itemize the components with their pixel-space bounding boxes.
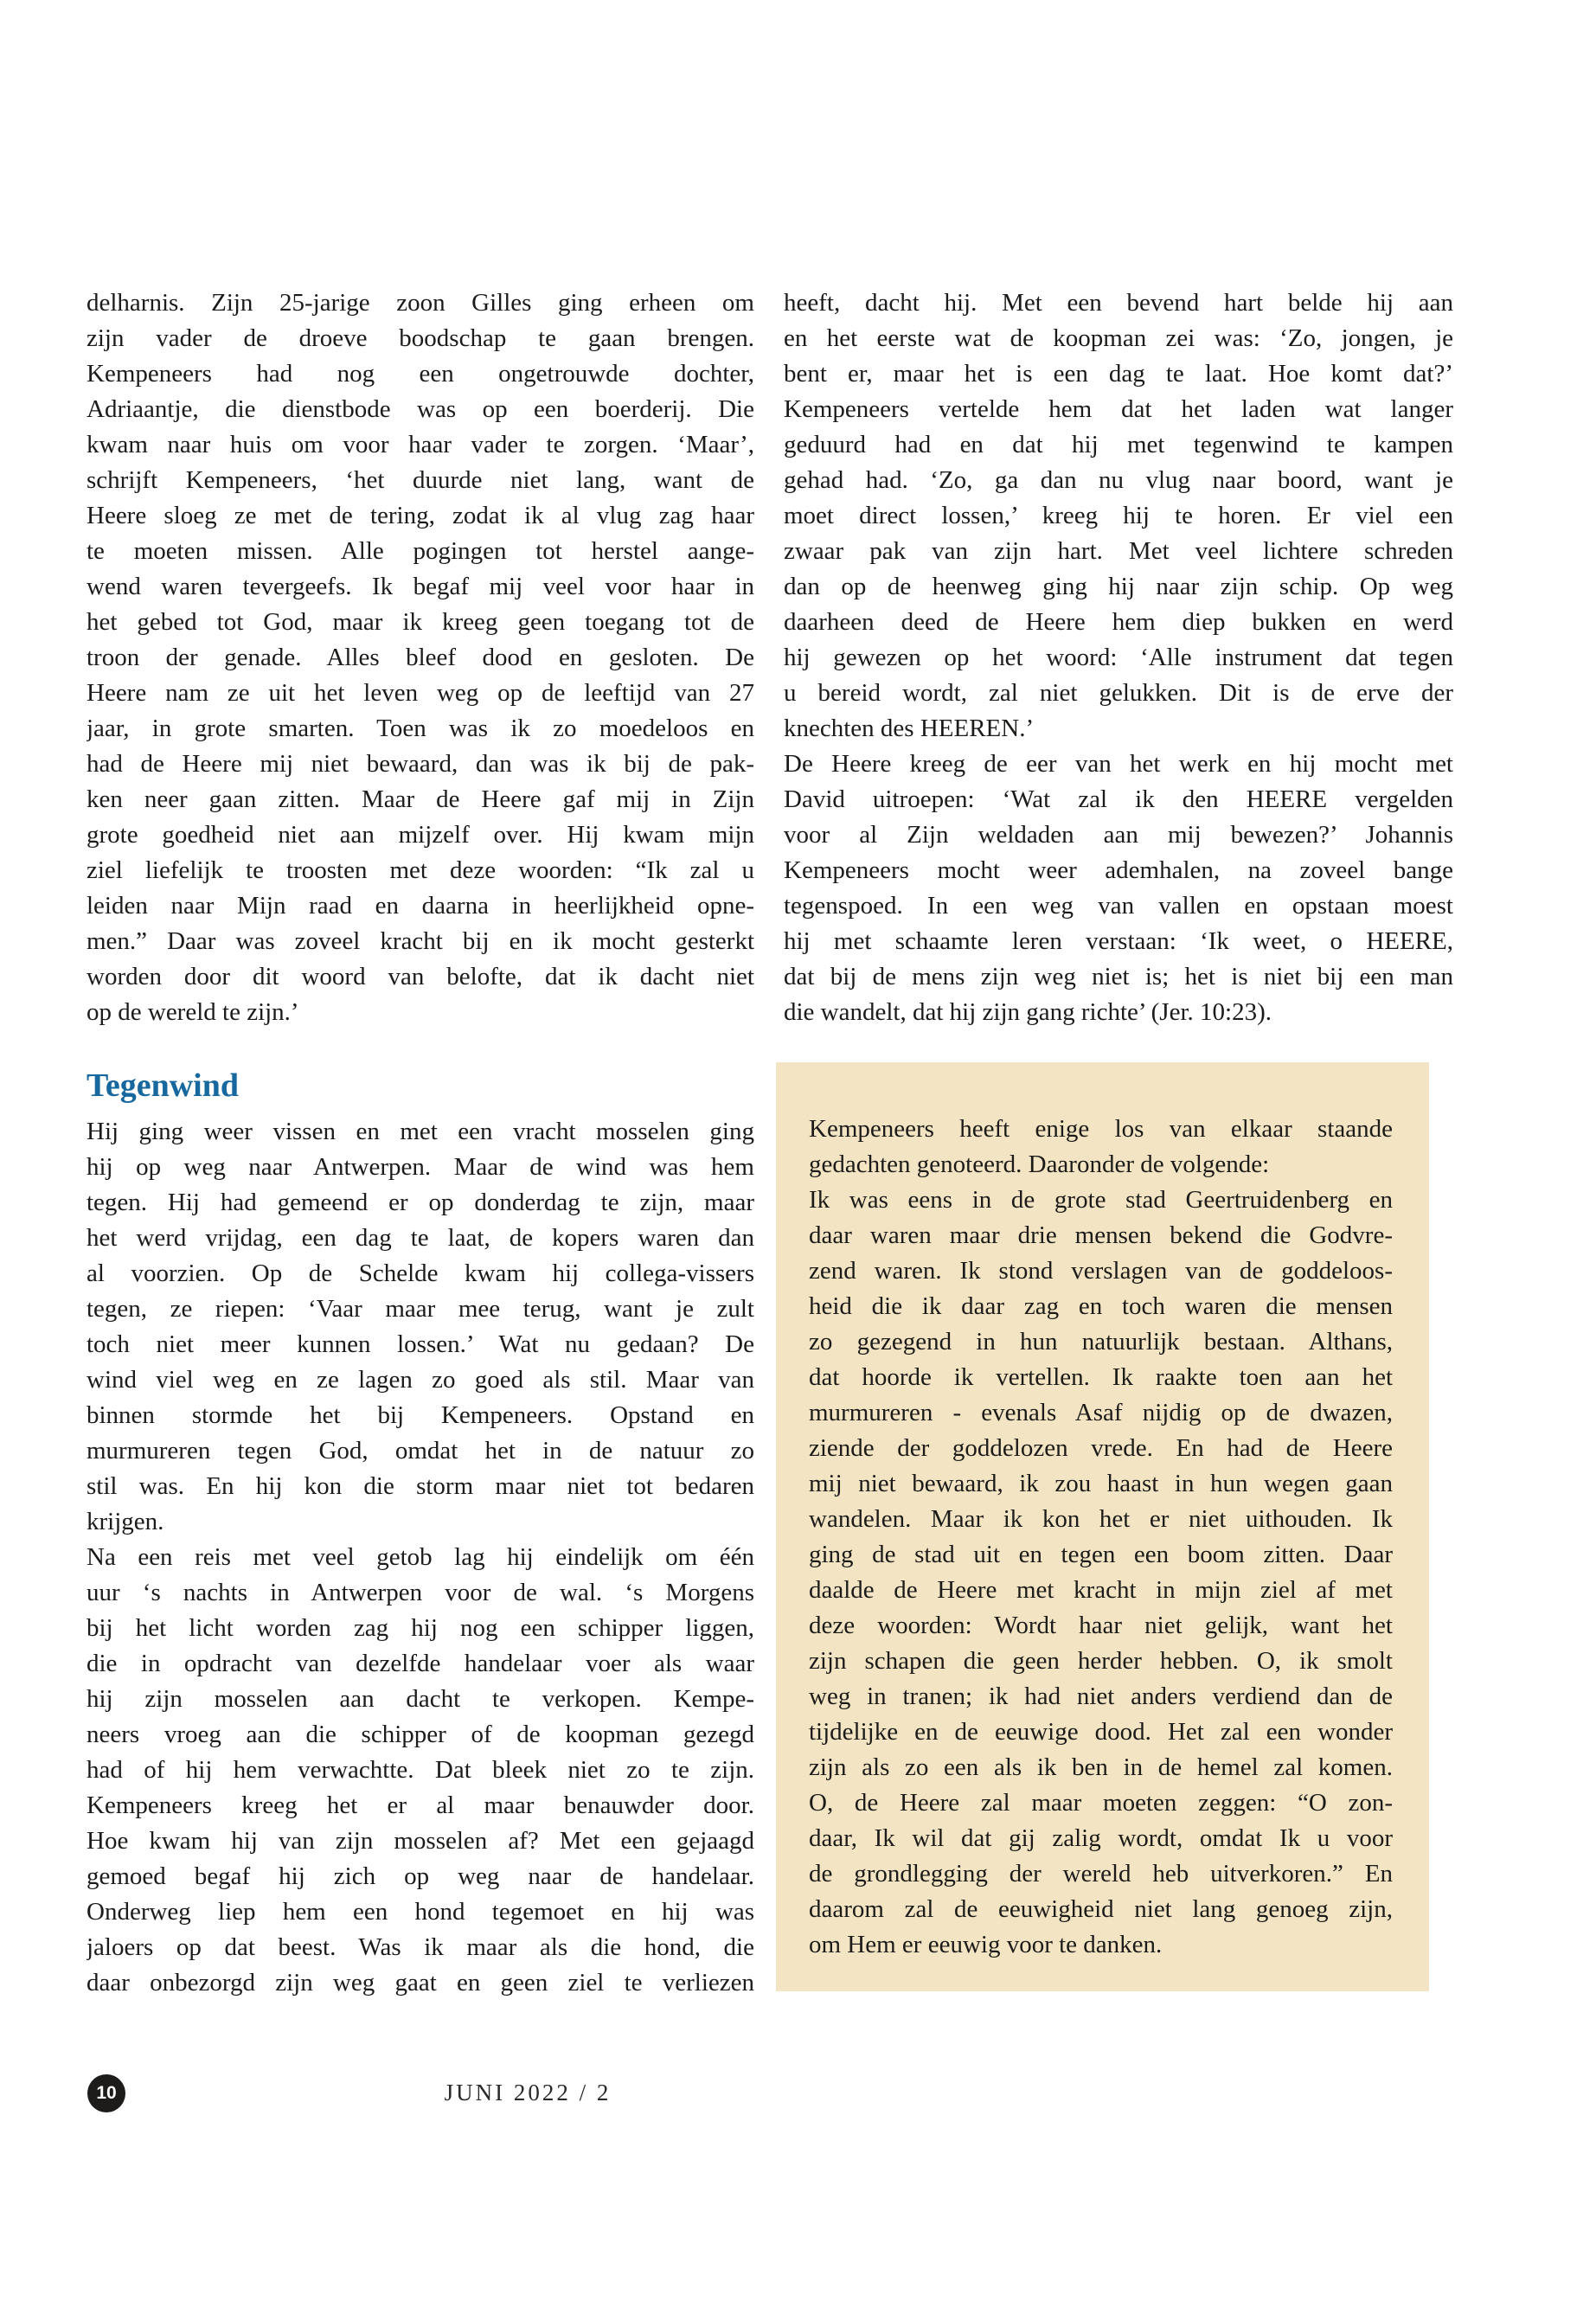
text-line: heeft, dacht hij. Met een bevend hart belde hij aan bbox=[784, 289, 1453, 317]
text-line: knechten des HEEREN.’ bbox=[784, 715, 1035, 742]
text-line: daar waren maar drie mensen bekend die Godvre- bbox=[809, 1221, 1393, 1249]
text-line: Onderweg liep hem een hond tegemoet en hij was bbox=[87, 1898, 754, 1926]
page-number: 10 bbox=[96, 2083, 117, 2103]
text-line: Kempeneers had nog een ongetrouwde dochter, bbox=[87, 360, 754, 388]
text-line: had de Heere mij niet bewaard, dan was ik bij de pak- bbox=[87, 750, 754, 778]
left-column-paragraph-1 bbox=[87, 285, 754, 1030]
text-line: bent er, maar het is een dag te laat. Hoe komt dat?’ bbox=[784, 360, 1453, 388]
text-line: wandelen. Maar ik kon het er niet uithouden. Ik bbox=[809, 1505, 1393, 1533]
text-line: toch niet meer kunnen lossen.’ Wat nu gedaan? De bbox=[87, 1330, 754, 1358]
text-line: zo gezegend in hun natuurlijk bestaan. Althans, bbox=[809, 1328, 1393, 1356]
right-column-paragraph-1 bbox=[784, 285, 1453, 1030]
text-line: heid die ik daar zag en toch waren die mensen bbox=[809, 1292, 1393, 1320]
text-line: David uitroepen: ‘Wat zal ik den HEERE vergelden bbox=[784, 785, 1453, 813]
text-line: het gebed tot God, maar ik kreeg geen toegang tot de bbox=[87, 608, 754, 636]
text-line: jaloers op dat beest. Was ik maar als die hond, die bbox=[87, 1933, 754, 1961]
text-line: Kempeneers mocht weer ademhalen, na zoveel bange bbox=[784, 856, 1453, 884]
text-line: kwam naar huis om voor haar vader te zorgen. ‘Maar’, bbox=[87, 431, 754, 458]
text-line: Kempeneers kreeg het er al maar benauwder door. bbox=[87, 1791, 754, 1819]
text-line: daalde de Heere met kracht in mijn ziel af met bbox=[809, 1576, 1393, 1604]
text-line: Ik was eens in de grote stad Geertruidenberg en bbox=[809, 1186, 1393, 1214]
text-line: het werd vrijdag, een dag te laat, de kopers waren dan bbox=[87, 1224, 754, 1252]
text-line: de grondlegging der wereld heb uitverkoren.” En bbox=[809, 1860, 1393, 1888]
text-line: Heere sloeg ze met de tering, zodat ik al vlug zag haar bbox=[87, 502, 754, 529]
text-line: daarheen deed de Heere hem diep bukken en werd bbox=[784, 608, 1453, 636]
text-line: zend waren. Ik stond verslagen van de goddeloos- bbox=[809, 1257, 1393, 1285]
text-line: daarom zal de eeuwigheid niet lang genoeg zijn, bbox=[809, 1895, 1393, 1923]
text-line: zijn als zo een als ik ben in de hemel zal komen. bbox=[809, 1753, 1393, 1781]
text-line: hij op weg naar Antwerpen. Maar de wind was hem bbox=[87, 1153, 754, 1181]
text-line: tegenspoed. In een weg van vallen en opstaan moest bbox=[784, 892, 1453, 920]
text-line: u bereid wordt, zal niet gelukken. Dit is de erve der bbox=[784, 679, 1453, 707]
text-line: ging de stad uit en tegen een boom zitten. Daar bbox=[809, 1541, 1393, 1568]
text-line: daar onbezorgd zijn weg gaat en geen ziel te verliezen bbox=[87, 1969, 754, 1997]
text-line: jaar, in grote smarten. Toen was ik zo moedeloos en bbox=[87, 715, 754, 742]
text-line: zwaar pak van zijn hart. Met veel lichtere schreden bbox=[784, 537, 1453, 565]
text-line: te moeten missen. Alle pogingen tot herstel aange- bbox=[87, 537, 754, 565]
text-line: ziel liefelijk te troosten met deze woorden: “Ik zal u bbox=[87, 856, 754, 884]
text-line: grote goedheid niet aan mijzelf over. Hij kwam mijn bbox=[87, 821, 754, 849]
text-line: murmureren tegen God, omdat het in de natuur zo bbox=[87, 1437, 754, 1465]
text-line: zijn vader de droeve boodschap te gaan brengen. bbox=[87, 324, 754, 352]
text-line: ken neer gaan zitten. Maar de Heere gaf mij in Zijn bbox=[87, 785, 754, 813]
text-line: bij het licht worden zag hij nog een schipper liggen, bbox=[87, 1614, 754, 1642]
issue-label: JUNI 2022 / 2 bbox=[444, 2080, 612, 2106]
text-line: delharnis. Zijn 25-jarige zoon Gilles ging erheen om bbox=[87, 289, 754, 317]
text-line: dat hoorde ik vertellen. Ik raakte toen aan het bbox=[809, 1363, 1393, 1391]
text-line: en het eerste wat de koopman zei was: ‘Zo, jongen, je bbox=[784, 324, 1453, 352]
highlight-note-box bbox=[776, 1062, 1429, 1991]
text-line: Hoe kwam hij van zijn mosselen af? Met een gejaagd bbox=[87, 1827, 754, 1855]
text-line: dat bij de mens zijn weg niet is; het is niet bij een man bbox=[784, 963, 1453, 990]
text-line: gemoed begaf hij zich op weg naar de handelaar. bbox=[87, 1862, 754, 1890]
text-line: Kempeneers heeft enige los van elkaar staande bbox=[809, 1115, 1393, 1143]
note-box-text bbox=[809, 1112, 1393, 1963]
text-line: schrijft Kempeneers, ‘het duurde niet lang, want de bbox=[87, 466, 754, 494]
text-line: had of hij hem verwachtte. Dat bleek niet zo te zijn. bbox=[87, 1756, 754, 1784]
text-line: wind viel weg en ze lagen zo goed als stil. Maar van bbox=[87, 1366, 754, 1394]
text-line: troon der genade. Alles bleef dood en gesloten. De bbox=[87, 644, 754, 671]
text-line: op de wereld te zijn.’ bbox=[87, 998, 299, 1026]
text-line: stil was. En hij kon die storm maar niet tot bedaren bbox=[87, 1472, 754, 1500]
text-line: gedachten genoteerd. Daaronder de volgende: bbox=[809, 1150, 1270, 1178]
text-line: Adriaantje, die dienstbode was op een boerderij. Die bbox=[87, 395, 754, 423]
text-line: binnen stormde het bij Kempeneers. Opstand en bbox=[87, 1401, 754, 1429]
text-line: De Heere kreeg de eer van het werk en hij mocht met bbox=[784, 750, 1453, 778]
text-line: dan op de heenweg ging hij naar zijn schip. Op weg bbox=[784, 573, 1453, 600]
text-line: Na een reis met veel getob lag hij eindelijk om één bbox=[87, 1543, 754, 1571]
text-line: wend waren tevergeefs. Ik begaf mij veel voor haar in bbox=[87, 573, 754, 600]
text-line: voor al Zijn weldaden aan mij bewezen?’ Johannis bbox=[784, 821, 1453, 849]
text-line: krijgen. bbox=[87, 1508, 164, 1535]
text-line: Heere nam ze uit het leven weg op de leeftijd van 27 bbox=[87, 679, 754, 707]
text-line: zijn schapen die geen herder hebben. O, ik smolt bbox=[809, 1647, 1393, 1675]
text-line: tijdelijke en de eeuwige dood. Het zal een wonder bbox=[809, 1718, 1393, 1746]
text-line: moet direct lossen,’ kreeg hij te horen. Er viel een bbox=[784, 502, 1453, 529]
text-line: uur ‘s nachts in Antwerpen voor de wal. ‘s Morgens bbox=[87, 1579, 754, 1606]
text-line: tegen, ze riepen: ‘Vaar maar mee terug, want je zult bbox=[87, 1295, 754, 1323]
text-line: O, de Heere zal maar moeten zeggen: “O zon- bbox=[809, 1789, 1393, 1817]
section-heading-tegenwind: Tegenwind bbox=[87, 1067, 239, 1104]
text-line: men.” Daar was zoveel kracht bij en ik mocht gesterkt bbox=[87, 927, 754, 955]
page-number-badge bbox=[87, 2074, 125, 2112]
text-line: daar, Ik wil dat gij zalig wordt, omdat Ik u voor bbox=[809, 1824, 1393, 1852]
text-line: leiden naar Mijn raad en daarna in heerlijkheid opne- bbox=[87, 892, 754, 920]
text-line: tegen. Hij had gemeend er op donderdag te zijn, maar bbox=[87, 1189, 754, 1216]
text-line: om Hem er eeuwig voor te danken. bbox=[809, 1931, 1163, 1958]
text-line: mij niet bewaard, ik zou haast in hun wegen gaan bbox=[809, 1470, 1393, 1497]
text-line: deze woorden: Wordt haar niet gelijk, want het bbox=[809, 1612, 1393, 1639]
text-line: hij zijn mosselen aan dacht te verkopen. Kempe- bbox=[87, 1685, 754, 1713]
text-line: Kempeneers vertelde hem dat het laden wat langer bbox=[784, 395, 1453, 423]
text-line: hij met schaamte leren verstaan: ‘Ik weet, o HEERE, bbox=[784, 927, 1453, 955]
text-line: geduurd had en dat hij met tegenwind te kampen bbox=[784, 431, 1453, 458]
text-line: worden door dit woord van belofte, dat ik dacht niet bbox=[87, 963, 754, 990]
text-line: al voorzien. Op de Schelde kwam hij collega-vissers bbox=[87, 1259, 754, 1287]
text-line: hij gewezen op het woord: ‘Alle instrument dat tegen bbox=[784, 644, 1453, 671]
text-line: gehad had. ‘Zo, ga dan nu vlug naar boord, want je bbox=[784, 466, 1453, 494]
left-column-paragraph-2 bbox=[87, 1114, 754, 2001]
text-line: Hij ging weer vissen en met een vracht mosselen ging bbox=[87, 1118, 754, 1145]
text-line: neers vroeg aan die schipper of de koopman gezegd bbox=[87, 1721, 754, 1748]
text-line: weg in tranen; ik had niet anders verdiend dan de bbox=[809, 1682, 1393, 1710]
text-line: ziende der goddelozen vrede. En had de Heere bbox=[809, 1434, 1393, 1462]
text-line: murmureren - evenals Asaf nijdig op de dwazen, bbox=[809, 1399, 1393, 1426]
text-line: die wandelt, dat hij zijn gang richte’ (Jer. 10:23). bbox=[784, 998, 1272, 1026]
text-line: die in opdracht van dezelfde handelaar voer als waar bbox=[87, 1650, 754, 1677]
